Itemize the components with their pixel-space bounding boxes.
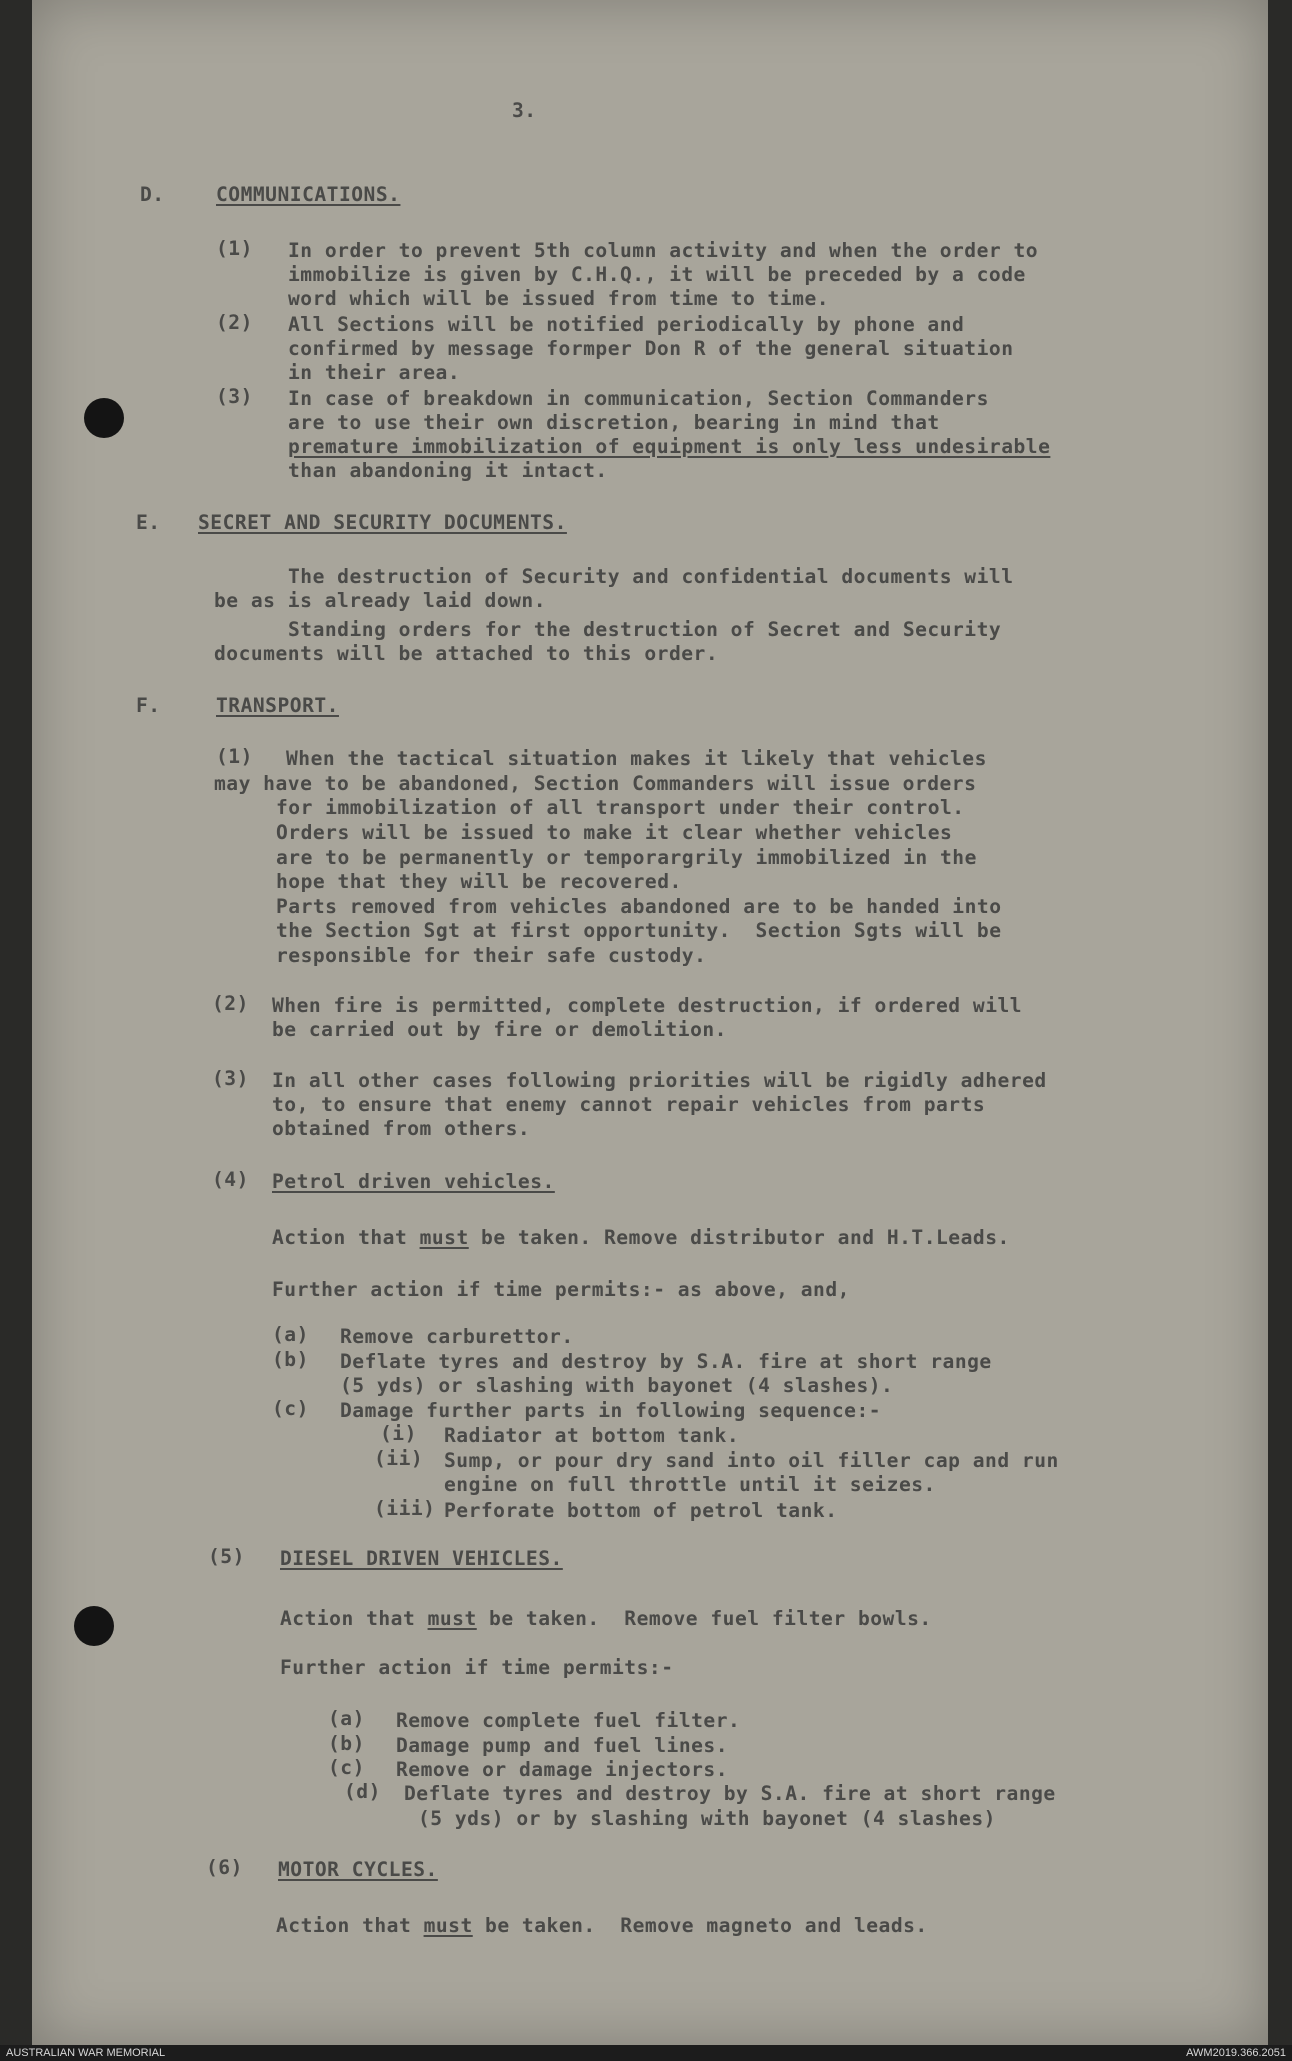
f-item-5-heading: DIESEL DRIVEN VEHICLES. [280, 1547, 563, 1570]
must-line-prefix: Action that [272, 1226, 420, 1249]
d-item-1-line: word which will be issued from time to time. [288, 287, 830, 310]
f-item-5-d-text: Deflate tyres and destroy by S.A. fire at short range [404, 1782, 1056, 1805]
f-item-1-line: hope that they will be recovered. [276, 870, 682, 893]
d-item-2-line: in their area. [288, 361, 461, 384]
f-item-1-line: are to be permanently or temporargrily immobilized in the [276, 846, 977, 869]
f-item-4-c-i-text: Radiator at bottom tank. [444, 1424, 740, 1447]
f-item-5-d-text: (5 yds) or by slashing with bayonet (4 slashes) [418, 1807, 996, 1830]
f-item-4-number: (4) [212, 1168, 249, 1191]
f-item-4-c-iii-label: (iii) [374, 1497, 436, 1520]
must-line-suffix: be taken. Remove magneto and leads. [472, 1914, 928, 1937]
f-item-1-line: Orders will be issued to make it clear whether vehicles [276, 821, 953, 844]
f-item-4-b-text: (5 yds) or slashing with bayonet (4 slashes). [340, 1374, 894, 1397]
f-item-2-line: be carried out by fire or demolition. [272, 1018, 727, 1041]
f-item-5-must-line [280, 1606, 932, 1631]
f-item-4-c-iii-text: Perforate bottom of petrol tank. [444, 1499, 838, 1522]
f-item-3-line: obtained from others. [272, 1117, 531, 1140]
e-line: The destruction of Security and confidential documents will [288, 565, 1014, 588]
d-item-3-line: than abandoning it intact. [288, 459, 608, 482]
section-d-letter: D. [140, 183, 165, 206]
section-f-heading: TRANSPORT. [216, 694, 339, 717]
f-item-6-heading: MOTOR CYCLES. [278, 1858, 438, 1881]
footer-accession-number: AWM2019.366.2051 [1186, 2047, 1286, 2059]
section-d-heading: COMMUNICATIONS. [216, 183, 401, 206]
d-item-3-line: premature immobilization of equipment is only less undesirable [288, 435, 1051, 458]
f-item-5-number: (5) [208, 1545, 245, 1568]
must-emphasis: must [427, 1607, 477, 1630]
footer-institution: AUSTRALIAN WAR MEMORIAL [6, 2047, 166, 2059]
section-e-letter: E. [136, 511, 161, 534]
d-item-2-line: All Sections will be notified periodically by phone and [288, 313, 965, 336]
f-item-4-b-text: Deflate tyres and destroy by S.A. fire at short range [340, 1350, 992, 1373]
must-line-suffix: be taken. Remove distributor and H.T.Leads. [468, 1226, 1010, 1249]
f-item-4-c-ii-label: (ii) [374, 1447, 424, 1470]
e-line: be as is already laid down. [214, 589, 547, 612]
f-item-1-line: the Section Sgt at first opportunity. Section Sgts will be [276, 919, 1002, 942]
f-item-5-a-text: Remove complete fuel filter. [396, 1709, 741, 1732]
must-line-prefix: Action that [276, 1914, 424, 1937]
f-item-5-c-text: Remove or damage injectors. [396, 1758, 729, 1781]
f-item-6-must-line [276, 1913, 928, 1938]
page-number: 3. [512, 99, 537, 122]
f-item-1-line: responsible for their safe custody. [276, 944, 707, 967]
f-item-1-line: When the tactical situation makes it likely that vehicles [286, 747, 987, 770]
f-item-4-heading: Petrol driven vehicles. [272, 1170, 555, 1193]
f-item-5-a-label: (a) [328, 1707, 365, 1730]
f-item-1-line: Parts removed from vehicles abandoned are to be handed into [276, 895, 1002, 918]
f-item-3-number: (3) [212, 1067, 249, 1090]
f-item-5-further: Further action if time permits:- [280, 1656, 674, 1679]
must-emphasis: must [419, 1226, 469, 1249]
f-item-4-c-label: (c) [272, 1397, 309, 1420]
d-item-1-line: immobilize is given by C.H.Q., it will be preceded by a code [288, 263, 1026, 286]
archive-footer [0, 2045, 1292, 2061]
f-item-4-c-i-label: (i) [380, 1422, 417, 1445]
f-item-5-b-text: Damage pump and fuel lines. [396, 1734, 729, 1757]
d-item-3-line: are to use their own discretion, bearing in mind that [288, 411, 940, 434]
f-item-4-c-text: Damage further parts in following sequence:- [340, 1399, 882, 1422]
e-line: Standing orders for the destruction of Secret and Security [288, 618, 1002, 641]
punch-hole-bottom [74, 1606, 114, 1646]
f-item-2-line: When fire is permitted, complete destruction, if ordered will [272, 994, 1023, 1017]
f-item-2-number: (2) [212, 992, 249, 1015]
f-item-5-d-label: (d) [344, 1780, 381, 1803]
f-item-4-c-ii-text: engine on full throttle until it seizes. [444, 1473, 936, 1496]
d-item-3-number: (3) [216, 385, 253, 408]
d-item-3-line: In case of breakdown in communication, Section Commanders [288, 387, 989, 410]
d-item-1-line: In order to prevent 5th column activity and when the order to [288, 239, 1039, 262]
must-line-prefix: Action that [280, 1607, 428, 1630]
f-item-1-line: for immobilization of all transport under their control. [276, 796, 965, 819]
f-item-1-line: may have to be abandoned, Section Commanders will issue orders [214, 772, 977, 795]
f-item-4-a-label: (a) [272, 1323, 309, 1346]
f-item-6-number: (6) [206, 1856, 243, 1879]
must-line-suffix: be taken. Remove fuel filter bowls. [476, 1607, 932, 1630]
must-emphasis: must [423, 1914, 473, 1937]
f-item-5-c-label: (c) [328, 1756, 365, 1779]
f-item-4-further: Further action if time permits:- as above, and, [272, 1278, 850, 1301]
f-item-3-line: In all other cases following priorities will be rigidly adhered [272, 1069, 1047, 1092]
f-item-1-number: (1) [216, 745, 253, 768]
e-line: documents will be attached to this order. [214, 642, 719, 665]
f-item-4-a-text: Remove carburettor. [340, 1325, 574, 1348]
document-page [32, 0, 1268, 2045]
section-e-heading: SECRET AND SECURITY DOCUMENTS. [198, 511, 567, 534]
f-item-4-b-label: (b) [272, 1348, 309, 1371]
f-item-5-b-label: (b) [328, 1732, 365, 1755]
f-item-3-line: to, to ensure that enemy cannot repair vehicles from parts [272, 1093, 986, 1116]
punch-hole-top [84, 398, 124, 438]
section-f-letter: F. [136, 694, 161, 717]
d-item-2-line: confirmed by message formper Don R of the general situation [288, 337, 1014, 360]
d-item-1-number: (1) [216, 237, 253, 260]
f-item-4-must-line [272, 1225, 1010, 1250]
f-item-4-c-ii-text: Sump, or pour dry sand into oil filler cap and run [444, 1449, 1059, 1472]
d-item-2-number: (2) [216, 311, 253, 334]
